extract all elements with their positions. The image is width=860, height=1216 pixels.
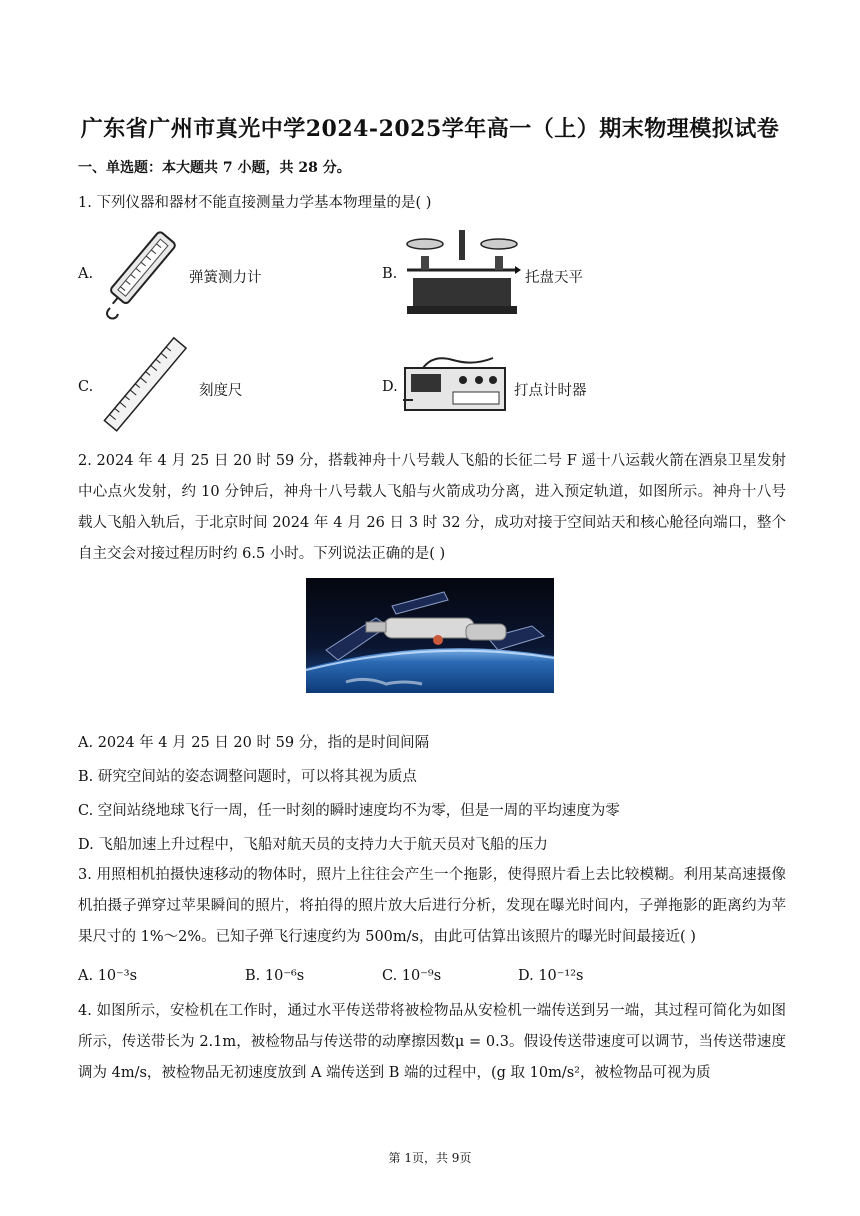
q1-option-b-letter: B. xyxy=(382,266,398,282)
page-footer: 第 1页，共 9页 xyxy=(388,1151,472,1165)
q2-option-c: C. 空间站绕地球飞行一周，任一时刻的瞬时速度均不为零，但是一周的平均速度为零 xyxy=(78,803,620,819)
q3-option-b: B. 10⁻⁶s xyxy=(245,968,305,984)
q1-option-d-letter: D. xyxy=(382,379,398,395)
q2-option-b: B. 研究空间站的姿态调整问题时，可以将其视为质点 xyxy=(78,769,417,785)
q1-option-c-label: 刻度尺 xyxy=(199,383,243,399)
question-4-stem: 4. 如图所示，安检机在工作时，通过水平传送带将被检物品从安检机一端传送到另一端，其过程可简化为如图所示，传送带长为 2.1m，被检物品与传送带的动摩擦因数μ = 0.3。假设传送带速度可以调节，当传送带速度调为 4m/s，被检物品无初速度放到 A 端传送到 B 端的过程中，(g 取 10m/s²，被检物品可视为质 xyxy=(78,1003,786,1081)
q1-option-c-letter: C. xyxy=(78,379,94,395)
balance-scale-icon xyxy=(403,226,521,318)
ticker-timer-icon xyxy=(403,354,511,416)
q1-option-d-label: 打点计时器 xyxy=(514,383,587,399)
section-heading: 一、单选题：本大题共 7 小题，共 28 分。 xyxy=(78,160,351,176)
space-station-photo xyxy=(306,578,554,693)
q3-option-c: C. 10⁻⁹s xyxy=(382,968,442,984)
question-3-stem: 3. 用照相机拍摄快速移动的物体时，照片上往往会产生一个拖影，使得照片看上去比较模糊。利用某高速摄像机拍摄子弹穿过苹果瞬间的照片，将拍得的照片放大后进行分析，发现在曝光时间内，子弹拖影的距离约为苹果尺寸的 1%～2%。已知子弹飞行速度约为 500m/s，由此可估算出该照片的曝光时间最接近( ) xyxy=(78,867,786,945)
q1-option-a-label: 弹簧测力计 xyxy=(189,270,262,286)
q2-option-d: D. 飞船加速上升过程中，飞船对航天员的支持力大于航天员对飞船的压力 xyxy=(78,837,548,853)
q1-option-a-letter: A. xyxy=(78,266,94,282)
page-title: 广东省广州市真光中学2024-2025学年高一（上）期末物理模拟试卷 xyxy=(80,116,780,142)
spring-scale-icon xyxy=(100,226,182,320)
question-1-stem: 1. 下列仪器和器材不能直接测量力学基本物理量的是( ) xyxy=(78,195,432,211)
q1-option-b-label: 托盘天平 xyxy=(525,270,583,286)
ruler-icon xyxy=(96,336,196,434)
q3-option-a: A. 10⁻³s xyxy=(78,968,138,984)
q2-option-a: A. 2024 年 4 月 25 日 20 时 59 分，指的是时间间隔 xyxy=(78,735,430,751)
q3-option-d: D. 10⁻¹²s xyxy=(518,968,584,984)
question-2-stem: 2. 2024 年 4 月 25 日 20 时 59 分，搭载神舟十八号载人飞船的长征二号 F 遥十八运载火箭在酒泉卫星发射中心点火发射，约 10 分钟后，神舟十八号载人飞船与火箭成功分离，进入预定轨道，如图所示。神舟十八号载人飞船入轨后，于北京时间 2024 年 4 月 26 日 3 时 32 分，成功对接于空间站天和核心舱径向端口，整个自主交会对接过程历时约 6.5 小时。下列说法正确的是( ) xyxy=(78,453,786,562)
